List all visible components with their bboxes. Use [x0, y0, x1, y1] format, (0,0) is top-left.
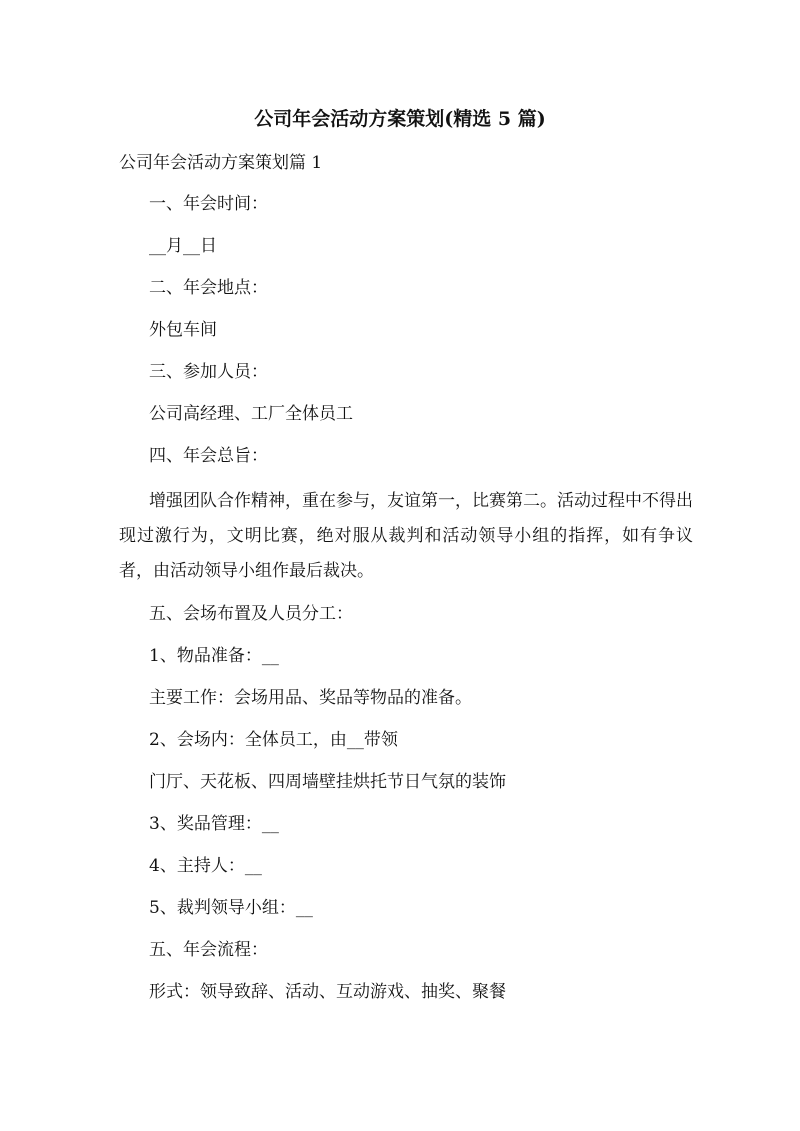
heading-location: 二、年会地点： [149, 278, 268, 298]
paragraph-purpose: 增强团队合作精神，重在参与，友谊第一，比赛第二。活动过程中不得出现过激行为，文明比赛，绝对服从裁判和活动领导小组的指挥，如有争议者，由活动领导小组作最后裁决。 [119, 491, 693, 581]
heading-participants: 三、参加人员： [149, 362, 268, 382]
heading-purpose: 四、年会总旨： [149, 446, 268, 466]
paragraph-date: __月__日 [149, 236, 217, 256]
item-prize-management: 3、奖品管理：__ [149, 814, 279, 834]
item-venue-inside: 2、会场内：全体员工，由__带领 [149, 730, 398, 750]
paragraph-format: 形式：领导致辞、活动、互动游戏、抽奖、聚餐 [149, 982, 506, 1002]
paragraph-participants: 公司高经理、工厂全体员工 [149, 404, 353, 424]
heading-process: 五、年会流程： [149, 940, 268, 960]
document-body [119, 190, 693, 1020]
heading-time: 一、年会时间： [149, 194, 268, 214]
paragraph-decoration: 门厅、天花板、四周墙壁挂烘托节日气氛的装饰 [149, 772, 506, 792]
paragraph-main-work: 主要工作：会场用品、奖品等物品的准备。 [149, 688, 472, 708]
section-heading: 公司年会活动方案策划篇 1 [119, 153, 323, 173]
paragraph-location: 外包车间 [149, 320, 217, 340]
document-title: 公司年会活动方案策划(精选 5 篇) [254, 108, 546, 130]
item-judges: 5、裁判领导小组：__ [149, 898, 313, 918]
item-host: 4、主持人：__ [149, 856, 262, 876]
heading-venue-staff: 五、会场布置及人员分工： [149, 604, 353, 624]
item-supplies: 1、物品准备：__ [149, 646, 279, 666]
